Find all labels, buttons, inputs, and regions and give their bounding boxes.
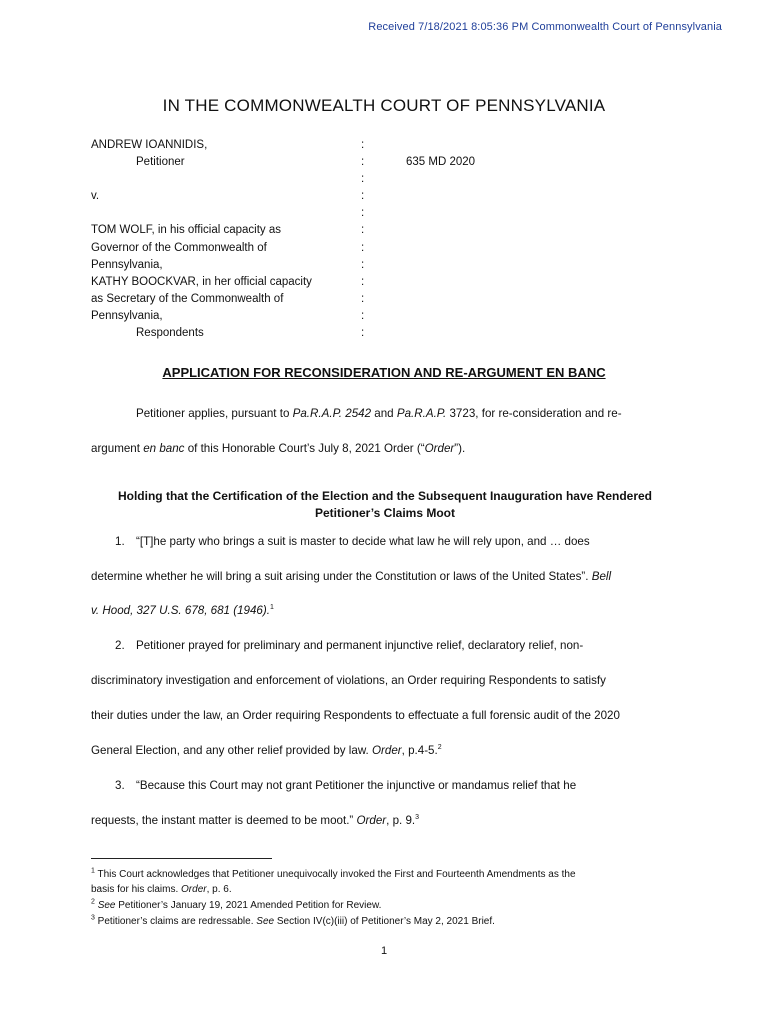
footnote-marker: 3 (415, 814, 420, 822)
paragraph-1-line (91, 535, 679, 548)
section-heading-line: Petitioner’s Claims Moot (314, 505, 456, 520)
text-span: “[T]he party who brings a suit is master to decide what law he will rely upon, and … does (136, 535, 590, 548)
paragraph-3-line (91, 814, 679, 827)
emphasis: en banc (143, 442, 185, 455)
signal-word: See (97, 900, 116, 911)
caption-versus: v. (91, 190, 100, 203)
caption-party: Petitioner (136, 156, 185, 169)
text-span: General Election, and any other relief provided by law. (91, 744, 372, 757)
caption-colon: : (361, 292, 365, 305)
text-span: , p. 6. (206, 884, 232, 895)
caption-row (91, 137, 691, 154)
text-span: and (371, 407, 397, 420)
caption-party: Pennsylvania, (91, 309, 163, 322)
footnote-marker: 2 (437, 744, 442, 752)
paragraph-2-line: discriminatory investigation and enforcement of violations, an Order requiring Respondents to satisfy (91, 674, 606, 687)
intro-line (91, 442, 679, 455)
caption-party: Respondents (136, 327, 204, 340)
citation: Pa.R.A.P. 2542 (292, 407, 372, 420)
citation: Order (181, 884, 207, 895)
text-span: , p.4-5. (401, 744, 438, 757)
received-stamp: Received 7/18/2021 8:05:36 PM Commonwealth Court of Pennsylvania (368, 21, 722, 33)
court-title: IN THE COMMONWEALTH COURT OF PENNSYLVANIA (162, 96, 606, 115)
caption-colon: : (361, 190, 365, 203)
docket-number: 635 MD 2020 (406, 156, 476, 169)
caption-party: as Secretary of the Commonwealth of (91, 292, 284, 305)
caption-row (91, 205, 691, 222)
caption-party: KATHY BOOCKVAR, in her official capacity (91, 275, 312, 288)
caption-colon: : (361, 139, 365, 151)
footnote-2 (91, 900, 691, 911)
text-span: requests, the instant matter is deemed to be moot.” (91, 814, 357, 827)
paragraph-3-line (91, 779, 679, 792)
caption-row (91, 257, 691, 274)
text-span: 3723, for re-consideration and re- (446, 407, 622, 420)
caption-party: Governor of the Commonwealth of (91, 241, 267, 254)
text-span: Petitioner’s January 19, 2021 Amended Petition for Review. (115, 900, 382, 911)
document-heading: APPLICATION FOR RECONSIDERATION AND RE-ARGUMENT EN BANC (162, 365, 606, 380)
paragraph-2-line (91, 744, 679, 757)
caption-row (91, 240, 691, 257)
caption-row (91, 274, 691, 291)
paragraph-2-line: their duties under the law, an Order requiring Respondents to effectuate a full forensic audit of the 2020 (91, 709, 620, 722)
text-span: , p. 9. (386, 814, 416, 827)
text-span: This Court acknowledges that Petitioner unequivocally invoked the First and Fourteenth Amendments as the (94, 869, 576, 880)
paragraph-number: 1. (115, 535, 125, 548)
caption-party: ANDREW IOANNIDIS, (91, 139, 208, 151)
footnote-divider (91, 858, 272, 859)
page-number: 1 (380, 945, 388, 957)
footnote-3 (91, 916, 691, 927)
intro-line (91, 407, 679, 420)
text-span: of this Honorable Court’s July 8, 2021 Order (“ (184, 442, 425, 455)
footnote-marker: 3 (91, 914, 95, 922)
text-span: “Because this Court may not grant Petitioner the injunctive or mandamus relief that he (136, 779, 577, 792)
caption-row (91, 222, 691, 239)
caption-colon: : (361, 224, 365, 237)
caption-colon: : (361, 309, 365, 322)
caption-party: TOM WOLF, in his official capacity as (91, 224, 282, 237)
caption-row (91, 291, 691, 308)
caption-row (91, 325, 691, 342)
citation: Order (372, 744, 402, 757)
caption-row (91, 171, 691, 188)
caption-colon: : (361, 275, 365, 288)
citation: Bell (591, 570, 612, 583)
text-span: basis for his claims. (91, 884, 182, 895)
section-heading-line: Holding that the Certification of the Election and the Subsequent Inauguration have Rendered (117, 489, 653, 503)
paragraph-number: 2. (115, 639, 125, 652)
text-span: Section IV(c)(iii) of Petitioner’s May 2, 2021 Brief. (274, 916, 495, 927)
section-heading (91, 488, 679, 521)
footnote-marker: 1 (91, 867, 95, 875)
citation: v. Hood, 327 U.S. 678, 681 (1946). (91, 604, 270, 617)
text-span: determine whether he will bring a suit arising under the Constitution or laws of the United States”. (91, 570, 592, 583)
footnote-marker: 2 (91, 898, 95, 906)
caption-row (91, 154, 691, 171)
caption-colon: : (361, 207, 365, 220)
footnote-1-cont (91, 884, 691, 895)
caption-colon: : (361, 156, 365, 169)
emphasis: Order (424, 442, 455, 455)
paragraph-2-line (91, 639, 679, 652)
caption-colon: : (361, 241, 365, 254)
footnote-marker: 1 (269, 604, 274, 612)
caption-colon: : (361, 173, 365, 186)
citation: Pa.R.A.P. (396, 407, 447, 420)
text-span: Petitioner applies, pursuant to (136, 407, 293, 420)
signal-word: See (256, 916, 275, 927)
paragraph-1-line (91, 570, 679, 583)
caption-row (91, 308, 691, 325)
text-span: argument (91, 442, 144, 455)
caption-colon: : (361, 258, 365, 271)
citation: Order (356, 814, 387, 827)
text-span: Petitioner’s claims are redressable. (94, 916, 257, 927)
caption-party: Pennsylvania, (91, 258, 163, 271)
text-span: Petitioner prayed for preliminary and permanent injunctive relief, declaratory relief, non- (136, 639, 584, 652)
paragraph-number: 3. (115, 779, 125, 792)
text-span: ”). (454, 442, 466, 455)
caption-colon: : (361, 327, 365, 340)
case-caption (91, 137, 691, 342)
caption-row (91, 188, 691, 205)
paragraph-1-line (91, 604, 679, 617)
footnote-1 (91, 869, 691, 880)
